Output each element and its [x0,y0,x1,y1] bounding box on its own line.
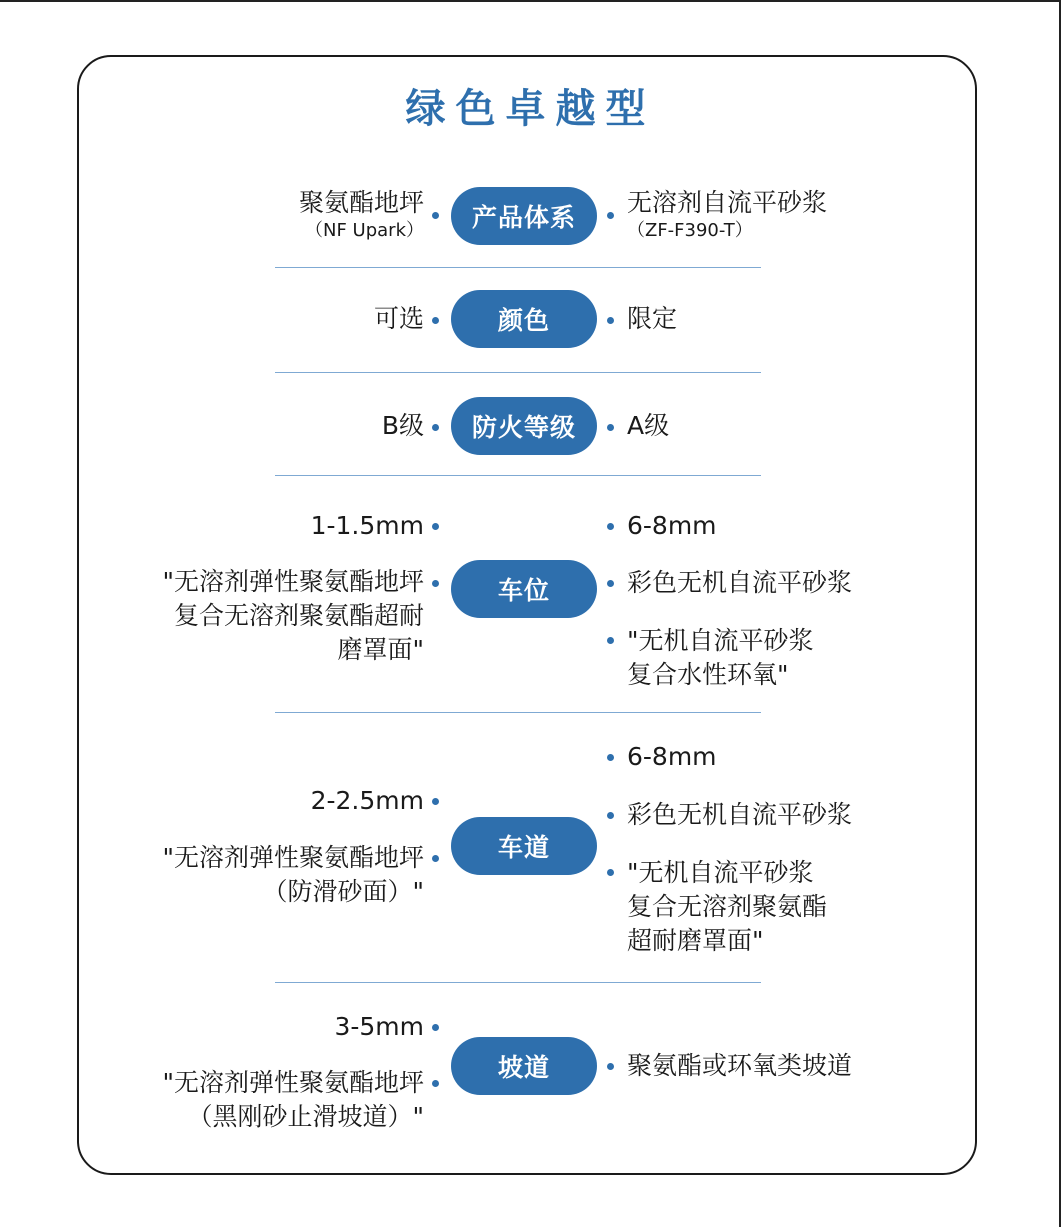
bullet-dot [432,855,439,862]
row-parking-right-system [627,624,814,692]
text-line: "无溶剂弹性聚氨酯地坪 [162,567,424,596]
bullet-dot [432,212,439,219]
row-fire-rating-left: B级 [381,411,424,440]
bullet-dot [432,580,439,587]
bullet-dot [607,580,614,587]
bullet-dot [432,1080,439,1087]
label-pill-driveway: 车道 [451,817,597,875]
left-value-code: （NF Upark） [305,220,424,241]
bullet-dot [607,212,614,219]
row-parking-right-material: 彩色无机自流平砂浆 [627,568,853,597]
text-line: 复合水性环氧" [627,660,789,689]
label-pill-color: 颜色 [451,290,597,348]
text-line: "无溶剂弹性聚氨酯地坪 [162,843,424,872]
page-title: 绿色卓越型 [405,86,656,132]
bullet-dot [607,637,614,644]
row-product-system-left [299,186,424,242]
row-color-left: 可选 [373,304,424,333]
left-value: 聚氨酯地坪 [298,188,424,217]
row-separator [275,712,761,713]
label-pill-fire-rating: 防火等级 [451,397,597,455]
right-value: 无溶剂自流平砂浆 [627,188,828,217]
row-separator [275,372,761,373]
text-line: "无机自流平砂浆 [627,626,814,655]
bullet-dot [607,812,614,819]
row-color-right: 限定 [627,304,678,333]
text-line: （防滑砂面）" [262,877,424,906]
bullet-dot [607,869,614,876]
bullet-dot [607,754,614,761]
row-ramp-left-system [163,1066,425,1134]
row-parking-right-thickness: 6-8mm [627,511,717,540]
row-fire-rating-right: A级 [627,411,670,440]
text-line: 复合无溶剂聚氨酯 [627,892,828,921]
text-line: 磨罩面" [337,635,424,664]
bullet-dot [432,317,439,324]
row-driveway-left-thickness: 2-2.5mm [310,786,424,815]
row-parking-left-thickness: 1-1.5mm [310,511,424,540]
row-ramp-right-material: 聚氨酯或环氧类坡道 [627,1051,853,1080]
row-driveway-right-material: 彩色无机自流平砂浆 [627,800,853,829]
row-separator [275,475,761,476]
row-driveway-right-thickness: 6-8mm [627,742,717,771]
row-driveway-left-system [163,841,425,909]
row-separator [275,267,761,268]
bullet-dot [432,523,439,530]
bullet-dot [607,523,614,530]
text-line: 复合无溶剂聚氨酯超耐 [173,601,424,630]
text-line: （黑刚砂止滑坡道）" [187,1102,424,1131]
label-pill-parking: 车位 [451,560,597,618]
right-value-code: （ZF-F390-T） [627,220,753,241]
label-pill-ramp: 坡道 [451,1037,597,1095]
bullet-dot [432,798,439,805]
text-line: "无溶剂弹性聚氨酯地坪 [162,1068,424,1097]
row-product-system-right [627,186,827,242]
row-parking-left-system [163,565,425,667]
row-ramp-left-thickness: 3-5mm [334,1012,424,1041]
text-line: "无机自流平砂浆 [627,858,814,887]
top-border [0,0,1061,2]
row-driveway-right-system [627,856,827,958]
text-line: 超耐磨罩面" [627,926,764,955]
bullet-dot [432,1024,439,1031]
bullet-dot [607,1063,614,1070]
bullet-dot [607,317,614,324]
row-separator [275,982,761,983]
label-pill-product-system: 产品体系 [451,187,597,245]
bullet-dot [432,424,439,431]
bullet-dot [607,424,614,431]
